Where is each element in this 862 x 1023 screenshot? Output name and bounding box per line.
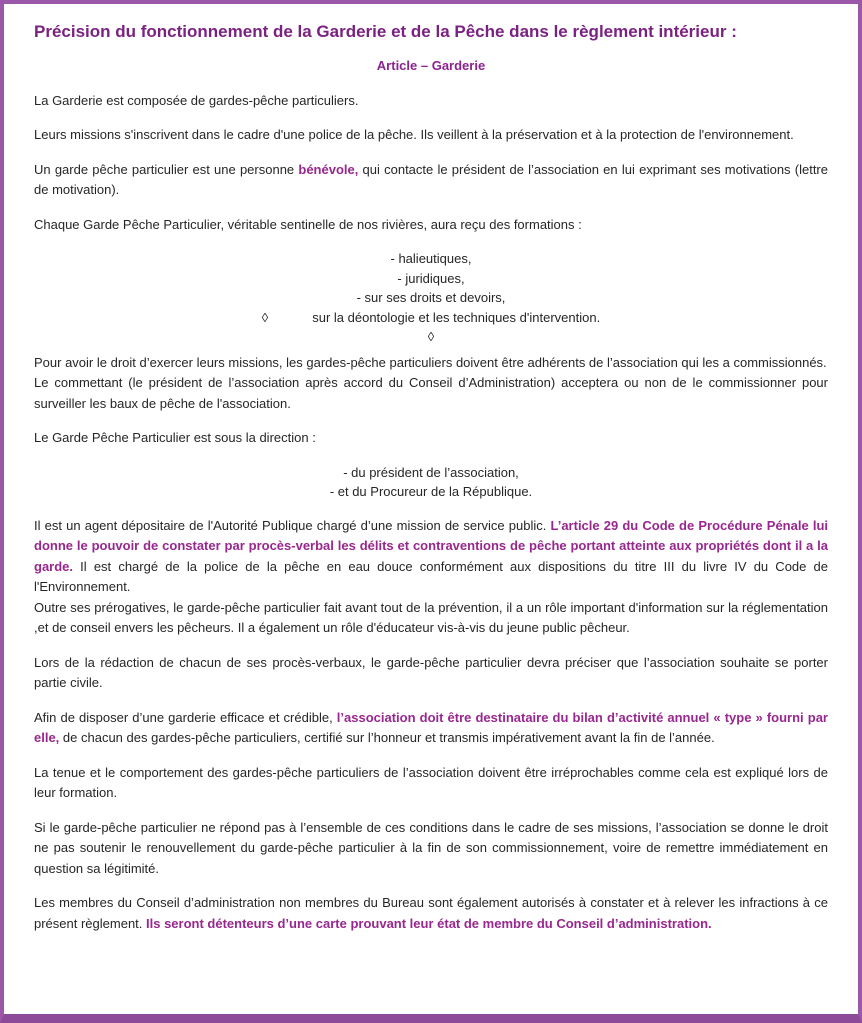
paragraph-volunteer: [34, 160, 828, 201]
formations-list: [34, 249, 828, 347]
highlight-bilan-annuel: l’association doit être destinataire du bilan d’activité annuel « type » fourni par elle,: [34, 709, 828, 746]
text-segment: Un garde pêche particulier est une personne: [34, 161, 299, 177]
text-segment: Afin de disposer d’une garderie efficace et crédible,: [34, 709, 337, 725]
formation-item-diamond: [34, 308, 828, 328]
direction-item: - du président de l’association,: [343, 464, 519, 480]
article-heading: Article – Garderie: [376, 58, 486, 74]
paragraph-prevention: Outre ses prérogatives, le garde-pêche particulier fait avant tout de la prévention, il a un rôle important d'information sur la réglementation ,et de conseil envers les pêcheurs. Il a également un rôle d'éducateur vis-à-vis du jeune public pêcheur.: [34, 599, 828, 636]
highlight-carte-membre: Ils seront détenteurs d’une carte prouvant leur état de membre du Conseil d’administration.: [146, 915, 712, 931]
text-segment: Il est chargé de la police de la pêche en eau douce conformément aux dispositions du titre III du livre IV du Code de l'Environnement.: [34, 558, 828, 595]
formation-item-label: sur la déontologie et les techniques d'intervention.: [312, 309, 601, 325]
text-segment: Il est un agent dépositaire de l'Autorité Publique chargé d’une mission de service public.: [34, 517, 551, 533]
diamond-icon: ◊: [427, 329, 435, 345]
paragraph-conseil-administration: [34, 893, 828, 934]
text-segment: Les membres du Conseil d’administration non membres du Bureau sont également autorisés à constater et à relever les infractions à ce présent règlement.: [34, 895, 828, 931]
paragraph-direction-intro: Le Garde Pêche Particulier est sous la direction :: [34, 430, 316, 446]
diamond-separator: [34, 327, 828, 347]
formation-item: - sur ses droits et devoirs,: [356, 290, 506, 306]
formation-item: - halieutiques,: [390, 251, 472, 267]
highlight-article-29: L’article 29 du Code de Procédure Pénale lui donne le pouvoir de constater par procès-verbal les délits et contraventions de pêche portant atteinte aux propriétés dont il a la garde.: [34, 517, 829, 574]
direction-list: [34, 463, 828, 502]
paragraph-formations-intro: Chaque Garde Pêche Particulier, véritable sentinelle de nos rivières, aura reçu des formations :: [34, 216, 582, 232]
page-title: Précision du fonctionnement de la Garderie et de la Pêche dans le règlement intérieur :: [34, 22, 737, 41]
highlight-benevole: bénévole,: [298, 161, 359, 177]
diamond-bullet-icon: ◊: [261, 309, 269, 325]
paragraph-proces-verbaux: Lors de la rédaction de chacun de ses procès-verbaux, le garde-pêche particulier devra préciser que l’association souhaite se porter partie civile.: [34, 654, 828, 691]
paragraph-composition: La Garderie est composée de gardes-pêche particuliers.: [34, 92, 359, 108]
paragraph-droit-exercer: Pour avoir le droit d’exercer leurs missions, les gardes-pêche particuliers doivent être adhérents de l’association qui les a commissionnés.: [34, 354, 827, 370]
formation-item: - juridiques,: [397, 270, 465, 286]
paragraph-tenue: La tenue et le comportement des gardes-pêche particuliers de l’association doivent être irréprochables comme cela est expliqué lors de leur formation.: [34, 764, 828, 801]
direction-item: - et du Procureur de la République.: [329, 484, 533, 500]
paragraph-bilan: [34, 708, 828, 749]
text-segment: de chacun des gardes-pêche particuliers, certifié sur l’honneur et transmis impérativement avant la fin de l’année.: [59, 730, 715, 746]
text-segment: qui contacte le président de l’association en lui exprimant ses motivations (lettre de motivation).: [34, 161, 828, 198]
paragraph-commettant: Le commettant (le président de l’association après accord du Conseil d’Administration) acceptera ou non de le commissionner pour surveiller les baux de pêche de l'association.: [34, 375, 828, 411]
paragraph-sanction: Si le garde-pêche particulier ne répond pas à l’ensemble de ces conditions dans le cadre de ses missions, l’association se donne le droit ne pas soutenir le renouvellement du garde-pêche particulier à la fin de son commissionnement, voire de remettre immédiatement en question sa légitimité.: [34, 819, 828, 876]
paragraph-agent: [34, 516, 828, 598]
paragraph-missions: Leurs missions s'inscrivent dans le cadre d'une police de la pêche. Ils veillent à la préservation et à la protection de l'environnement.: [34, 127, 794, 143]
